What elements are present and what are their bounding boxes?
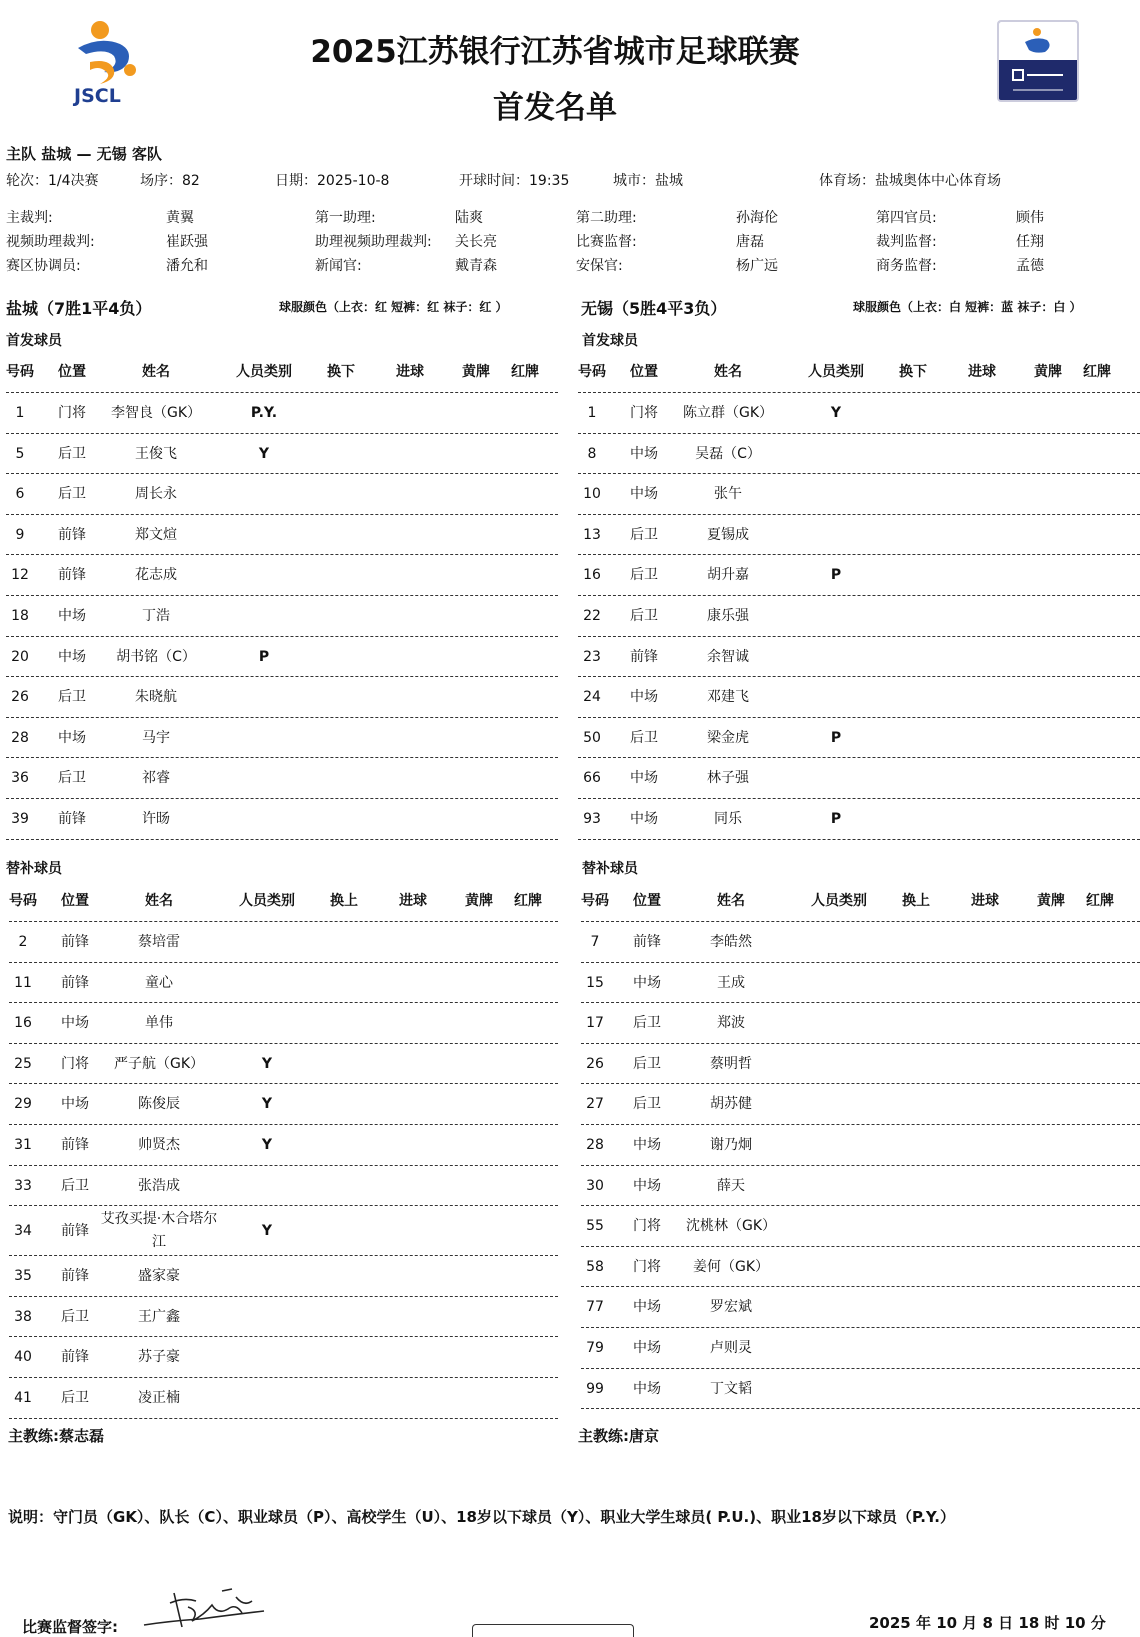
player-row — [6, 799, 558, 840]
player-number: 13 — [583, 526, 601, 543]
official-label: 视频助理裁判: — [6, 234, 95, 250]
col-header-sub: 换上 — [330, 893, 358, 909]
col-header-goals: 进球 — [396, 364, 424, 380]
player-number: 16 — [583, 567, 601, 584]
player-number: 25 — [14, 1055, 32, 1072]
player-name: 丁浩 — [142, 608, 170, 624]
player-position: 前锋 — [61, 1223, 89, 1240]
player-position: 后卫 — [630, 729, 658, 746]
player-name: 夏锡成 — [707, 526, 749, 543]
player-number: 79 — [586, 1340, 604, 1356]
player-row — [578, 555, 1140, 596]
official-label: 裁判监督: — [876, 234, 937, 250]
player-row — [6, 677, 558, 718]
official-label: 第四官员: — [876, 210, 937, 226]
player-position: 后卫 — [58, 445, 86, 462]
col-header-red: 红牌 — [1086, 893, 1114, 909]
player-name: 童心 — [145, 974, 173, 991]
player-number: 39 — [11, 811, 29, 827]
player-position: 后卫 — [630, 608, 658, 624]
col-header-category: 人员类别 — [811, 893, 867, 909]
col-header-yellow: 黄牌 — [465, 893, 493, 909]
player-number: 15 — [586, 974, 604, 991]
player-name: 陈立群（GK） — [682, 405, 774, 421]
signature-label: 比赛监督签字: — [22, 1618, 118, 1636]
player-name: 丁文韬 — [710, 1380, 752, 1397]
player-position: 前锋 — [61, 934, 89, 950]
col-header-red: 红牌 — [1083, 364, 1111, 380]
player-position: 前锋 — [633, 934, 661, 950]
player-number: 28 — [586, 1137, 604, 1153]
player-row — [6, 474, 558, 515]
player-row — [9, 1044, 558, 1085]
official-name: 戴青森 — [455, 258, 497, 274]
player-name: 朱晓航 — [135, 689, 177, 706]
player-category: Y — [261, 1055, 273, 1072]
player-name: 花志成 — [135, 567, 177, 584]
player-number: 77 — [586, 1299, 604, 1316]
player-position: 后卫 — [61, 1177, 89, 1194]
player-position: 门将 — [633, 1258, 661, 1275]
player-position: 前锋 — [630, 648, 658, 665]
player-number: 16 — [14, 1015, 32, 1032]
player-name: 张午 — [714, 486, 742, 503]
player-number: 99 — [586, 1380, 604, 1397]
player-category: P — [830, 811, 842, 827]
player-name: 陈俊辰 — [138, 1096, 180, 1113]
player-number: 5 — [15, 445, 25, 462]
player-number: 38 — [14, 1308, 32, 1325]
player-row — [6, 637, 558, 678]
player-row — [6, 555, 558, 596]
col-header-name: 姓名 — [145, 893, 173, 909]
player-row — [581, 963, 1140, 1004]
player-number: 36 — [11, 770, 29, 787]
col-header-name: 姓名 — [142, 364, 170, 380]
kickoff-time: 开球时间：19:35 — [459, 173, 570, 189]
col-header-goals: 进球 — [971, 893, 999, 909]
player-row — [581, 1166, 1140, 1207]
col-header-category: 人员类别 — [236, 364, 292, 380]
player-number: 12 — [11, 567, 29, 584]
col-header-position: 位置 — [58, 364, 86, 380]
player-position: 后卫 — [630, 526, 658, 543]
player-position: 中场 — [630, 689, 658, 706]
player-name: 马宇 — [142, 729, 170, 746]
player-row — [6, 758, 558, 799]
player-number: 24 — [583, 689, 601, 706]
player-name: 姜何（GK） — [692, 1258, 770, 1275]
player-position: 后卫 — [58, 770, 86, 787]
official-label: 比赛监督: — [576, 234, 637, 250]
player-position: 后卫 — [58, 486, 86, 503]
player-name: 王俊飞 — [135, 445, 177, 462]
player-number: 18 — [11, 608, 29, 624]
player-name: 吴磊（C） — [695, 445, 761, 462]
official-name: 黄翼 — [166, 210, 194, 226]
player-number: 27 — [586, 1096, 604, 1113]
player-row — [6, 434, 558, 475]
player-position: 门将 — [58, 405, 86, 421]
player-number: 22 — [583, 608, 601, 624]
col-header-name: 姓名 — [714, 364, 742, 380]
player-row — [581, 1003, 1140, 1044]
player-name: 许旸 — [142, 811, 170, 827]
player-position: 后卫 — [61, 1308, 89, 1325]
col-header-category: 人员类别 — [239, 893, 295, 909]
col-header-sub: 换下 — [327, 364, 355, 380]
player-position: 中场 — [61, 1096, 89, 1113]
player-position: 中场 — [630, 770, 658, 787]
player-position: 前锋 — [58, 526, 86, 543]
player-number: 20 — [11, 648, 29, 665]
player-category: P — [830, 729, 842, 746]
player-position: 前锋 — [58, 567, 86, 584]
player-name: 康乐强 — [707, 608, 749, 624]
home-kit-colors: 球服颜色（上衣：红 短裤：红 袜子：红 ） — [279, 300, 508, 314]
official-name: 任翔 — [1016, 234, 1044, 250]
player-position: 中场 — [633, 1299, 661, 1316]
player-name: 林子强 — [707, 770, 749, 787]
col-header-goals: 进球 — [399, 893, 427, 909]
player-name: 胡苏健 — [710, 1096, 752, 1113]
player-position: 中场 — [61, 1015, 89, 1032]
player-name: 周长永 — [135, 486, 177, 503]
player-row — [578, 434, 1140, 475]
player-number: 34 — [14, 1223, 32, 1240]
page-title: 2025江苏银行江苏省城市足球联赛 — [310, 34, 800, 70]
player-position: 中场 — [630, 445, 658, 462]
player-row — [578, 474, 1140, 515]
legend-note: 说明：守门员（GK）、队长（C）、职业球员（P）、高校学生（U）、18岁以下球员（Y）、职业大学生球员( P.U.)、职业18岁以下球员（P.Y.） — [8, 1508, 955, 1526]
player-number: 1 — [15, 405, 25, 421]
player-name: 谢乃炯 — [710, 1137, 752, 1153]
official-name: 杨广远 — [736, 258, 778, 274]
stamp-fragment — [472, 1624, 634, 1637]
player-name: 单伟 — [145, 1015, 173, 1032]
player-position: 后卫 — [633, 1096, 661, 1113]
player-position: 门将 — [630, 405, 658, 421]
official-name: 孙海伦 — [736, 210, 778, 226]
city: 城市：盐城 — [613, 173, 683, 189]
col-header-name: 姓名 — [717, 893, 745, 909]
player-name: 邓建飞 — [707, 689, 749, 706]
player-number: 11 — [14, 974, 32, 991]
away-starters-title: 首发球员 — [582, 333, 638, 349]
col-header-position: 位置 — [61, 893, 89, 909]
player-row — [578, 393, 1140, 434]
away-coach: 主教练:唐京 — [578, 1427, 659, 1445]
player-position: 后卫 — [58, 689, 86, 706]
player-number: 9 — [15, 526, 25, 543]
player-name: 李皓然 — [710, 934, 752, 950]
player-number: 58 — [586, 1258, 604, 1275]
official-label: 安保官: — [576, 258, 623, 274]
player-name: 王广鑫 — [138, 1308, 180, 1325]
player-row — [581, 1206, 1140, 1247]
official-name: 崔跃强 — [166, 234, 208, 250]
official-label: 商务监督: — [876, 258, 937, 274]
official-name: 孟德 — [1016, 258, 1044, 274]
official-label: 第二助理: — [576, 210, 637, 226]
player-position: 后卫 — [633, 1015, 661, 1032]
player-row — [578, 515, 1140, 556]
player-name: 蔡培雷 — [138, 934, 180, 950]
col-header-number: 号码 — [9, 893, 37, 909]
player-number: 17 — [586, 1015, 604, 1032]
player-row — [581, 1287, 1140, 1328]
player-number: 1 — [587, 405, 597, 421]
official-name: 潘允和 — [166, 258, 208, 274]
player-name: 苏子豪 — [138, 1349, 180, 1366]
player-name: 胡升嘉 — [707, 567, 749, 584]
player-name: 凌正楠 — [138, 1390, 180, 1406]
home-subs-title: 替补球员 — [6, 861, 62, 877]
home-starters-title: 首发球员 — [6, 333, 62, 349]
player-position: 后卫 — [61, 1390, 89, 1406]
player-position: 门将 — [633, 1218, 661, 1235]
player-position: 中场 — [630, 811, 658, 827]
player-number: 35 — [14, 1268, 32, 1285]
player-category: Y — [830, 405, 842, 421]
player-row — [9, 1337, 558, 1378]
player-position: 后卫 — [633, 1055, 661, 1072]
svg-text:JSCL: JSCL — [74, 85, 121, 106]
official-name: 陆爽 — [455, 210, 483, 226]
venue: 体育场：盐城奥体中心体育场 — [819, 173, 1001, 189]
player-name: 王成 — [717, 974, 745, 991]
player-row — [9, 1378, 558, 1419]
player-name: 薛天 — [717, 1177, 745, 1194]
player-row — [9, 1125, 558, 1166]
player-name: 罗宏斌 — [710, 1299, 752, 1316]
player-category: Y — [261, 1223, 273, 1240]
player-number: 30 — [586, 1177, 604, 1194]
official-name: 顾伟 — [1016, 210, 1044, 226]
col-header-number: 号码 — [581, 893, 609, 909]
col-header-yellow: 黄牌 — [1034, 364, 1062, 380]
player-name: 祁睿 — [142, 770, 170, 787]
col-header-position: 位置 — [630, 364, 658, 380]
player-category: P — [258, 648, 270, 665]
player-category: Y — [261, 1137, 273, 1153]
player-row — [9, 1297, 558, 1338]
player-position: 中场 — [630, 486, 658, 503]
player-row — [578, 758, 1140, 799]
official-label: 主裁判: — [6, 210, 53, 226]
player-number: 23 — [583, 648, 601, 665]
player-position: 门将 — [61, 1055, 89, 1072]
col-header-number: 号码 — [578, 364, 606, 380]
player-name: 郑波 — [717, 1015, 745, 1032]
player-name: 帅贤杰 — [138, 1137, 180, 1153]
player-row — [9, 1003, 558, 1044]
player-row — [578, 677, 1140, 718]
player-position: 中场 — [633, 1177, 661, 1194]
player-row — [9, 1166, 558, 1207]
home-coach: 主教练:蔡志磊 — [8, 1427, 104, 1445]
away-team-record: 无锡（5胜4平3负） — [581, 299, 727, 318]
player-number: 8 — [587, 445, 597, 462]
official-label: 第一助理: — [315, 210, 376, 226]
player-row — [578, 718, 1140, 759]
player-name: 胡书铭（C） — [116, 648, 196, 665]
player-position: 中场 — [633, 1340, 661, 1356]
player-row — [581, 1328, 1140, 1369]
player-position: 前锋 — [61, 1268, 89, 1285]
player-name: 盛家豪 — [138, 1268, 180, 1285]
player-row — [581, 922, 1140, 963]
player-number: 6 — [15, 486, 25, 503]
player-row — [581, 1247, 1140, 1288]
player-row — [6, 393, 558, 434]
player-position: 中场 — [633, 1380, 661, 1397]
player-number: 40 — [14, 1349, 32, 1366]
player-position: 中场 — [58, 608, 86, 624]
official-label: 新闻官: — [315, 258, 362, 274]
player-name: 张浩成 — [138, 1177, 180, 1194]
player-row — [9, 1256, 558, 1297]
player-position: 中场 — [58, 648, 86, 665]
away-subs-title: 替补球员 — [582, 861, 638, 877]
player-position: 前锋 — [61, 1349, 89, 1366]
player-row — [578, 637, 1140, 678]
col-header-sub: 换上 — [902, 893, 930, 909]
round: 轮次：1/4决赛 — [6, 173, 99, 189]
player-number: 29 — [14, 1096, 32, 1113]
col-header-number: 号码 — [6, 364, 34, 380]
player-row — [581, 1125, 1140, 1166]
player-number: 31 — [14, 1137, 32, 1153]
player-number: 33 — [14, 1177, 32, 1194]
player-number: 26 — [11, 689, 29, 706]
signature-datetime: 2025 年 10 月 8 日 18 时 10 分 — [869, 1614, 1106, 1632]
player-row — [9, 1084, 558, 1125]
official-label: 赛区协调员: — [6, 258, 81, 274]
player-name: 李智良（GK） — [110, 405, 202, 421]
player-name: 卢则灵 — [710, 1340, 752, 1356]
player-position: 前锋 — [61, 974, 89, 991]
match-order: 场序：82 — [140, 173, 200, 189]
player-name: 余智诚 — [707, 648, 749, 665]
player-position: 中场 — [633, 1137, 661, 1153]
page-subtitle: 首发名单 — [493, 90, 617, 126]
player-position: 前锋 — [61, 1137, 89, 1153]
player-row — [6, 718, 558, 759]
player-position: 中场 — [633, 974, 661, 991]
match-date: 日期：2025-10-8 — [275, 173, 390, 189]
supervisor-signature — [140, 1585, 270, 1633]
player-row — [581, 1369, 1140, 1410]
player-category: P — [830, 567, 842, 584]
player-number: 66 — [583, 770, 601, 787]
col-header-goals: 进球 — [968, 364, 996, 380]
player-number: 55 — [586, 1218, 604, 1235]
player-number: 10 — [583, 486, 601, 503]
player-number: 2 — [18, 934, 28, 950]
away-kit-colors: 球服颜色（上衣：白 短裤：蓝 袜子：白 ） — [853, 300, 1082, 314]
col-header-category: 人员类别 — [808, 364, 864, 380]
col-header-position: 位置 — [633, 893, 661, 909]
player-number: 41 — [14, 1390, 32, 1406]
col-header-red: 红牌 — [511, 364, 539, 380]
player-name: 严子航（GK） — [113, 1055, 205, 1072]
player-position: 后卫 — [630, 567, 658, 584]
player-name: 同乐 — [714, 811, 742, 827]
home-team-record: 盐城（7胜1平4负） — [6, 299, 152, 318]
player-number: 7 — [590, 934, 600, 950]
player-name: 梁金虎 — [707, 729, 749, 746]
official-label: 助理视频助理裁判: — [315, 234, 432, 250]
player-name: 蔡明哲 — [710, 1055, 752, 1072]
col-header-yellow: 黄牌 — [1037, 893, 1065, 909]
player-row — [578, 596, 1140, 637]
player-number: 28 — [11, 729, 29, 746]
player-row — [6, 596, 558, 637]
sponsor-logo — [997, 20, 1079, 102]
player-category: P.Y. — [250, 405, 278, 421]
player-row — [9, 1206, 558, 1256]
player-row — [578, 799, 1140, 840]
col-header-red: 红牌 — [514, 893, 542, 909]
player-name: 艾孜买提·木合塔尔江 — [100, 1211, 218, 1251]
official-name: 关长亮 — [455, 234, 497, 250]
player-category: Y — [261, 1096, 273, 1113]
player-number: 26 — [586, 1055, 604, 1072]
player-row — [581, 1044, 1140, 1085]
player-number: 50 — [583, 729, 601, 746]
player-number: 93 — [583, 811, 601, 827]
player-row — [9, 963, 558, 1004]
player-row — [581, 1084, 1140, 1125]
col-header-yellow: 黄牌 — [462, 364, 490, 380]
player-name: 郑文煊 — [135, 526, 177, 543]
player-row — [9, 922, 558, 963]
player-category: Y — [258, 445, 270, 462]
player-position: 中场 — [58, 729, 86, 746]
player-name: 沈桃林（GK） — [685, 1218, 777, 1235]
player-position: 前锋 — [58, 811, 86, 827]
teams-line: 主队 盐城 — 无锡 客队 — [6, 145, 162, 163]
col-header-sub: 换下 — [899, 364, 927, 380]
official-name: 唐磊 — [736, 234, 764, 250]
player-row — [6, 515, 558, 556]
